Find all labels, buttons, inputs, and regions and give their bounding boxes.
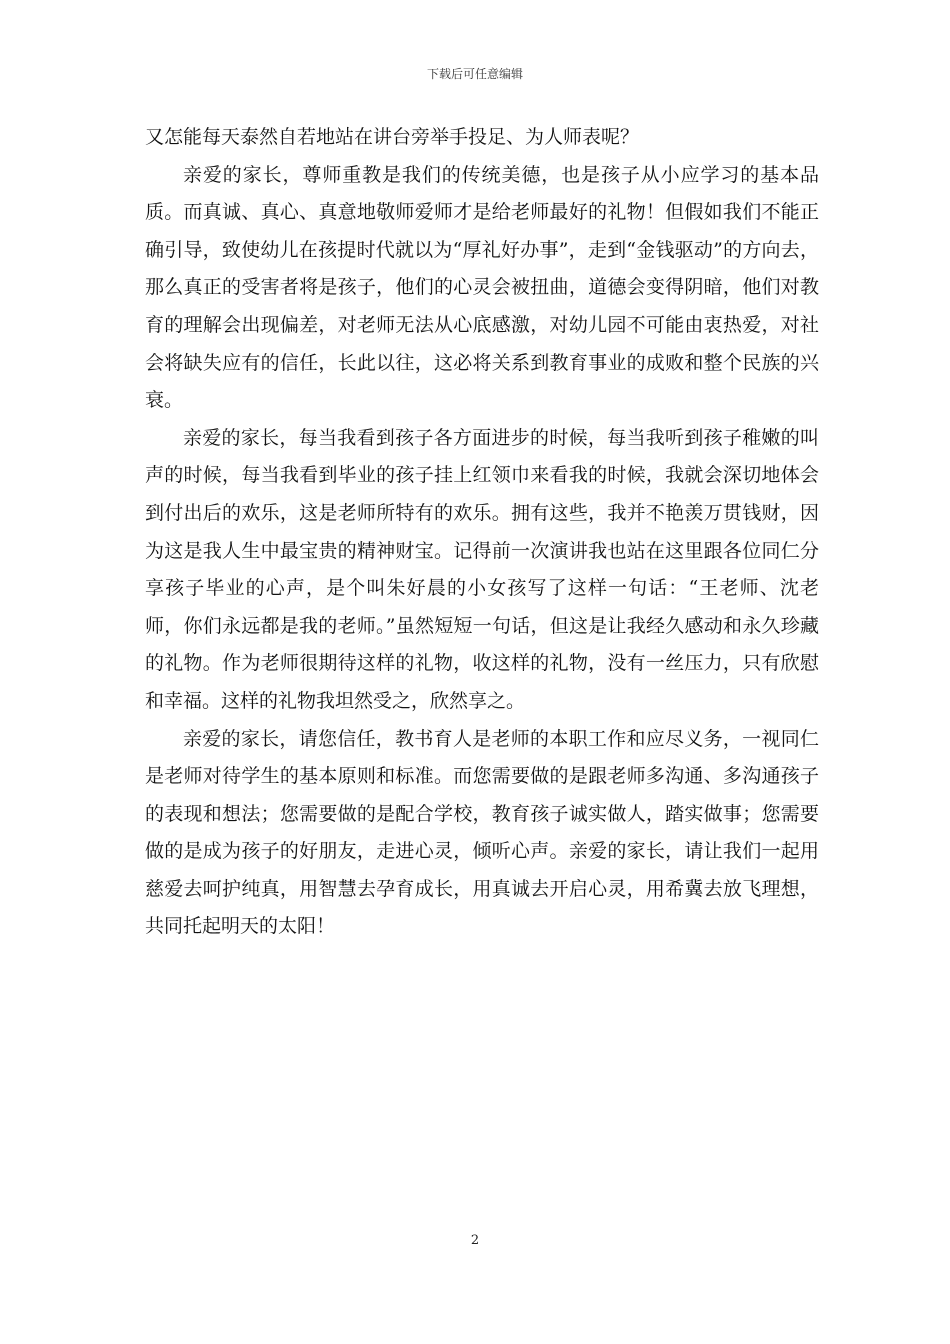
paragraph-continuation: 又怎能每天泰然自若地站在讲台旁举手投足、为人师表呢？ [145,126,640,148]
body-text [145,119,819,946]
paragraph: 亲爱的家长，每当我看到孩子各方面进步的时候，每当我听到孩子稚嫩的叫声的时候，每当我看到毕业的孩子挂上红领巾来看我的时候，我就会深切地体会到付出后的欢乐，这是老师所特有的欢乐。拥有这些，我并不艳羡万贯钱财，因为这是我人生中最宝贵的精神财宝。记得前一次演讲我也站在这里跟各位同仁分享孩子毕业的心声，是个叫朱好晨的小女孩写了这样一句话：“王老师、沈老师，你们永远都是我的老师。”虽然短短一句话，但这是让我经久感动和永久珍藏的礼物。作为老师很期待这样的礼物，收这样的礼物，没有一丝压力，只有欣慰和幸福。这样的礼物我坦然受之，欣然享之。 [145,426,819,712]
paragraph: 亲爱的家长，尊师重教是我们的传统美德，也是孩子从小应学习的基本品质。而真诚、真心、真意地敬师爱师才是给老师最好的礼物！但假如我们不能正确引导，致使幼儿在孩提时代就以为“厚礼好办事”，走到“金钱驱动”的方向去，那么真正的受害者将是孩子，他们的心灵会被扭曲，道德会变得阴暗，他们对教育的理解会出现偏差，对老师无法从心底感激，对幼儿园不可能由衷热爱，对社会将缺失应有的信任，长此以往，这必将关系到教育事业的成败和整个民族的兴衰。 [145,163,819,412]
page-number: 2 [470,1233,480,1248]
page-header: 下载后可任意编辑 [426,67,523,81]
paragraph: 亲爱的家长，请您信任，教书育人是老师的本职工作和应尽义务，一视同仁是老师对待学生的基本原则和标准。而您需要做的是跟老师多沟通、多沟通孩子的表现和想法；您需要做的是配合学校，教育孩子诚实做人，踏实做事；您需要做的是成为孩子的好朋友，走进心灵，倾听心声。亲爱的家长，请让我们一起用慈爱去呵护纯真，用智慧去孕育成长，用真诚去开启心灵，用希冀去放飞理想，共同托起明天的太阳！ [145,727,819,938]
